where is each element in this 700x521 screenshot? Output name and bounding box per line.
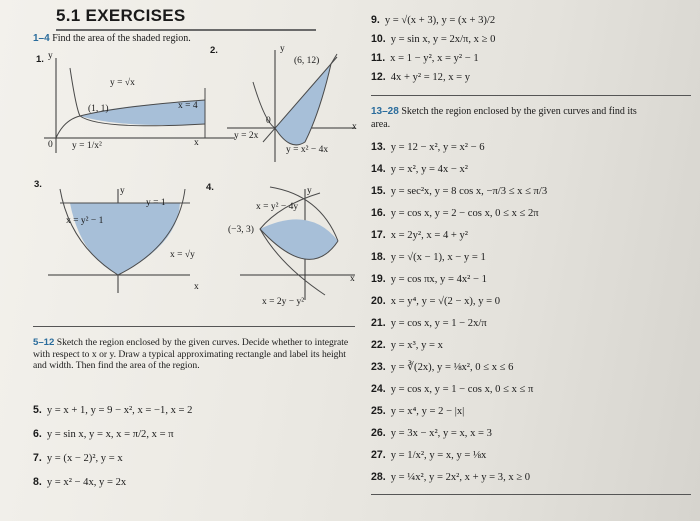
- figure-1: [40, 48, 240, 163]
- figure-3-curve-bottom: x = √y: [170, 250, 195, 260]
- section-5-12-instructions: [33, 337, 351, 372]
- exercise-item: 15. y = sec²x, y = 8 cos x, −π/3 ≤ x ≤ π/3: [371, 185, 548, 197]
- exercise-item: 8. y = x² − 4x, y = 2x: [33, 476, 127, 488]
- exercise-item: 22. y = x³, y = x: [371, 339, 443, 351]
- figure-4-point: (−3, 3): [228, 225, 254, 235]
- figure-2-number: 2.: [210, 45, 218, 56]
- figure-2-point: (6, 12): [294, 56, 320, 66]
- figure-3-axis-y: y: [120, 186, 125, 196]
- bottom-right-divider: [371, 494, 691, 495]
- figure-2-line: y = 2x: [234, 131, 259, 141]
- figure-1-curve-top: y = √x: [110, 78, 135, 88]
- exercise-item: 25. y = x⁴, y = 2 − |x|: [371, 405, 465, 417]
- figure-instructions-range: 1–4: [33, 33, 50, 44]
- figure-2-axis-x: x: [352, 122, 357, 132]
- figure-instructions-text: Find the area of the shaded region.: [52, 33, 191, 44]
- title-underline: [56, 29, 316, 31]
- exercise-item: 16. y = cos x, y = 2 − cos x, 0 ≤ x ≤ 2π: [371, 207, 539, 219]
- left-divider: [33, 326, 355, 327]
- figure-1-line: x = 4: [178, 101, 198, 111]
- exercise-item: 19. y = cos πx, y = 4x² − 1: [371, 273, 487, 285]
- figure-1-origin: 0: [48, 140, 53, 150]
- exercise-item: 14. y = x², y = 4x − x²: [371, 163, 468, 175]
- exercise-item: 28. y = ¼x², y = 2x², x + y = 3, x ≥ 0: [371, 471, 531, 483]
- exercise-item: 12. 4x + y² = 12, x = y: [371, 71, 471, 83]
- figure-3-curve-left: x = y² − 1: [66, 216, 104, 226]
- figure-3-line-top: y = 1: [146, 198, 166, 208]
- exercise-item: 18. y = √(x − 1), x − y = 1: [371, 251, 486, 263]
- exercise-item: 26. y = 3x − x², y = x, x = 3: [371, 427, 492, 439]
- figure-1-point: (1, 1): [88, 104, 109, 114]
- exercise-item: 11. x = 1 − y², x = y² − 1: [371, 52, 479, 64]
- figure-4-axis-y: y: [307, 186, 312, 196]
- figure-1-curve-bottom: y = 1/x²: [72, 141, 102, 151]
- figure-1-number: 1.: [36, 54, 44, 65]
- exercise-item: 6. y = sin x, y = x, x = π/2, x = π: [33, 428, 174, 440]
- figure-3-number: 3.: [34, 179, 42, 190]
- figure-2-origin: 0: [266, 116, 271, 126]
- figure-instructions: [33, 33, 191, 45]
- figure-3: [40, 185, 200, 300]
- exercise-item: 5. y = x + 1, y = 9 − x², x = −1, x = 2: [33, 404, 193, 416]
- exercise-item: 27. y = 1/x², y = x, y = ⅛x: [371, 449, 487, 461]
- figure-1-axis-x: x: [194, 138, 199, 148]
- exercise-item: 17. x = 2y², x = 4 + y²: [371, 229, 468, 241]
- exercise-item: 23. y = ∛(2x), y = ⅛x², 0 ≤ x ≤ 6: [371, 361, 514, 373]
- exercise-item: 9. y = √(x + 3), y = (x + 3)/2: [371, 14, 496, 26]
- section-13-28-text: Sketch the region enclosed by the given curves and find its: [401, 106, 637, 117]
- exercise-item: 21. y = cos x, y = 1 − 2x/π: [371, 317, 487, 329]
- section-13-28-text-2: area.: [371, 119, 391, 130]
- figure-4-number: 4.: [206, 182, 214, 193]
- section-title: 5.1 EXERCISES: [56, 6, 186, 25]
- right-divider: [371, 95, 691, 96]
- section-13-28-instructions: [371, 106, 637, 118]
- section-5-12-text: Sketch the region enclosed by the given curves. Decide whether to integrate with respect to x or y. Draw a typical approximating rectangle and label its height and width. Then find the area of the region.: [33, 337, 349, 372]
- exercise-item: 10. y = sin x, y = 2x/π, x ≥ 0: [371, 33, 496, 45]
- section-5-12-range: 5–12: [33, 337, 55, 348]
- figure-1-axis-y: y: [48, 51, 53, 61]
- section-13-28-range: 13–28: [371, 106, 399, 117]
- exercise-item: 24. y = cos x, y = 1 − cos x, 0 ≤ x ≤ π: [371, 383, 534, 395]
- figure-3-axis-x: x: [194, 282, 199, 292]
- figure-4-curve-bottom: x = 2y − y²: [262, 297, 305, 307]
- figure-2-curve: y = x² − 4x: [286, 145, 329, 155]
- figure-2-axis-y: y: [280, 44, 285, 54]
- exercise-item: 13. y = 12 − x², y = x² − 6: [371, 141, 485, 153]
- exercise-item: 20. x = y⁴, y = √(2 − x), y = 0: [371, 295, 501, 307]
- figure-4-axis-x: x: [350, 274, 355, 284]
- figure-4-curve-top: x = y² − 4y: [256, 202, 299, 212]
- exercise-item: 7. y = (x − 2)², y = x: [33, 452, 123, 464]
